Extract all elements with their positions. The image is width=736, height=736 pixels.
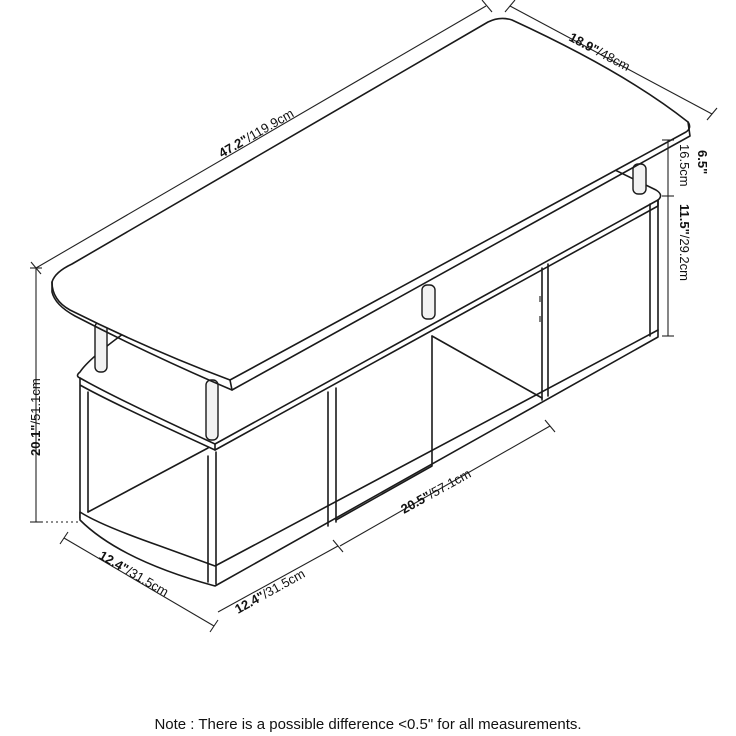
center-back-bottom [432,336,542,398]
post-rear-right [633,164,646,194]
dim-length-tick-b [482,0,492,12]
post-front-mid [206,380,218,440]
dim-center-tick-b [545,420,555,432]
dim-depth-tick-b [707,108,717,120]
divider-2 [542,264,548,400]
dim-cube-tick-b [333,540,343,552]
dim-side-tick-b [210,620,218,632]
label-center-width: 20.5"/57.1cm [398,465,474,517]
measurement-note: Note : There is a possible difference <0.5" for all measurements. [154,716,582,733]
label-side-depth: 12.4"/31.5cm [96,547,172,600]
post-rear-mid [422,285,435,319]
label-depth: 18.9"/48cm [566,29,633,75]
label-shelf-height: 11.5"/29.2cm [677,204,692,281]
label-cube-width: 12.4"/31.5cm [232,565,308,617]
label-topgap-metric: 16.5cm [677,144,692,187]
dim-depth-tick-a [505,0,515,12]
left-cube-back [88,448,208,512]
label-total-height: 20.1"/51.1cm [28,378,43,456]
label-topgap-imperial: 6.5" [695,150,710,175]
dim-side-tick-a [60,532,68,544]
right-upright [650,200,658,336]
label-length: 47.2"/119.9cm [216,105,297,161]
